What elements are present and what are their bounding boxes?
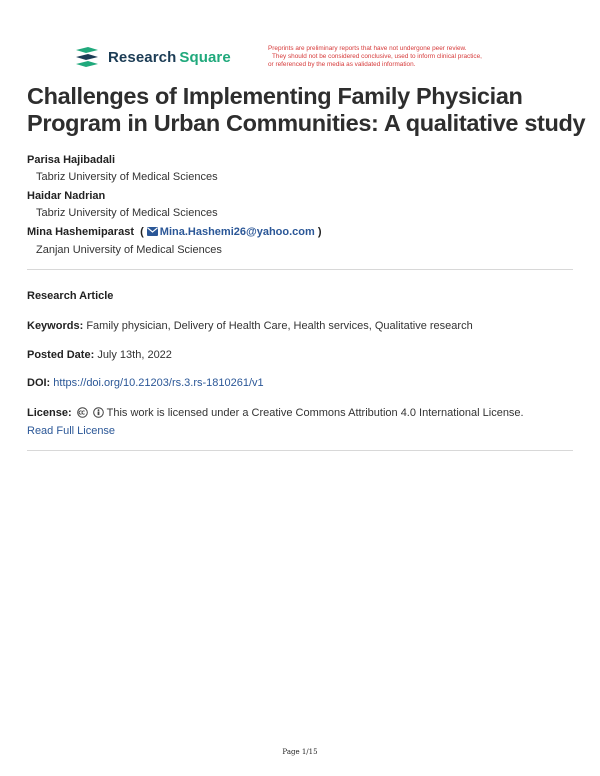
posted-date-value: July 13th, 2022 — [97, 349, 172, 361]
disclaimer-line: They should not be considered conclusive, used to inform clinical practice, — [272, 53, 482, 60]
keywords-value: Family physician, Delivery of Health Care, Health services, Qualitative research — [86, 320, 473, 332]
disclaimer-line: Preprints are preliminary reports that have not undergone peer review. — [268, 45, 467, 52]
posted-date-row — [27, 349, 172, 361]
divider — [27, 269, 573, 270]
author-email-link[interactable]: Mina.Hashemi26@yahoo.com — [159, 226, 315, 238]
creative-commons-icon — [77, 407, 88, 418]
keywords-label: Keywords: — [27, 320, 84, 332]
logo-word-research: Research — [108, 48, 177, 66]
envelope-icon — [147, 227, 158, 236]
attribution-icon — [93, 407, 104, 418]
author-name: Parisa Hajibadali — [27, 154, 116, 166]
doi-label: DOI: — [27, 377, 51, 389]
license-text: This work is licensed under a Creative Commons Attribution 4.0 International License. — [106, 407, 524, 419]
license-row — [27, 407, 524, 419]
paper-title: Challenges of Implementing Family Physician Program in Urban Communities: A qualitative study — [27, 83, 586, 136]
license-label: License: — [27, 407, 72, 419]
author-affiliation: Tabriz University of Medical Sciences — [36, 207, 218, 219]
author-name: Haidar Nadrian — [27, 190, 106, 202]
divider — [27, 450, 573, 451]
doi-row — [27, 377, 264, 389]
preprint-disclaimer — [268, 45, 548, 69]
disclaimer-line: or referenced by the media as validated information. — [268, 61, 416, 68]
author-name: Mina Hashemiparast — [27, 226, 134, 238]
logo-word-square: Square — [179, 48, 231, 66]
article-type: Research Article — [27, 290, 114, 302]
doi-link[interactable]: https://doi.org/10.21203/rs.3.rs-1810261/v1 — [53, 377, 264, 389]
read-full-license-link[interactable]: Read Full License — [27, 425, 116, 437]
author-email-group: ( Mina.Hashemi26@yahoo.com ) — [137, 226, 322, 238]
page-number: Page 1/15 — [282, 748, 318, 756]
logo-text — [108, 49, 231, 66]
research-square-logo[interactable] — [74, 46, 231, 68]
posted-date-label: Posted Date: — [27, 349, 95, 361]
corresponding-author — [27, 226, 322, 238]
research-square-logo-icon — [74, 46, 100, 68]
author-affiliation: Zanjan University of Medical Sciences — [36, 244, 222, 256]
author-affiliation: Tabriz University of Medical Sciences — [36, 171, 218, 183]
keywords-row — [27, 320, 473, 332]
